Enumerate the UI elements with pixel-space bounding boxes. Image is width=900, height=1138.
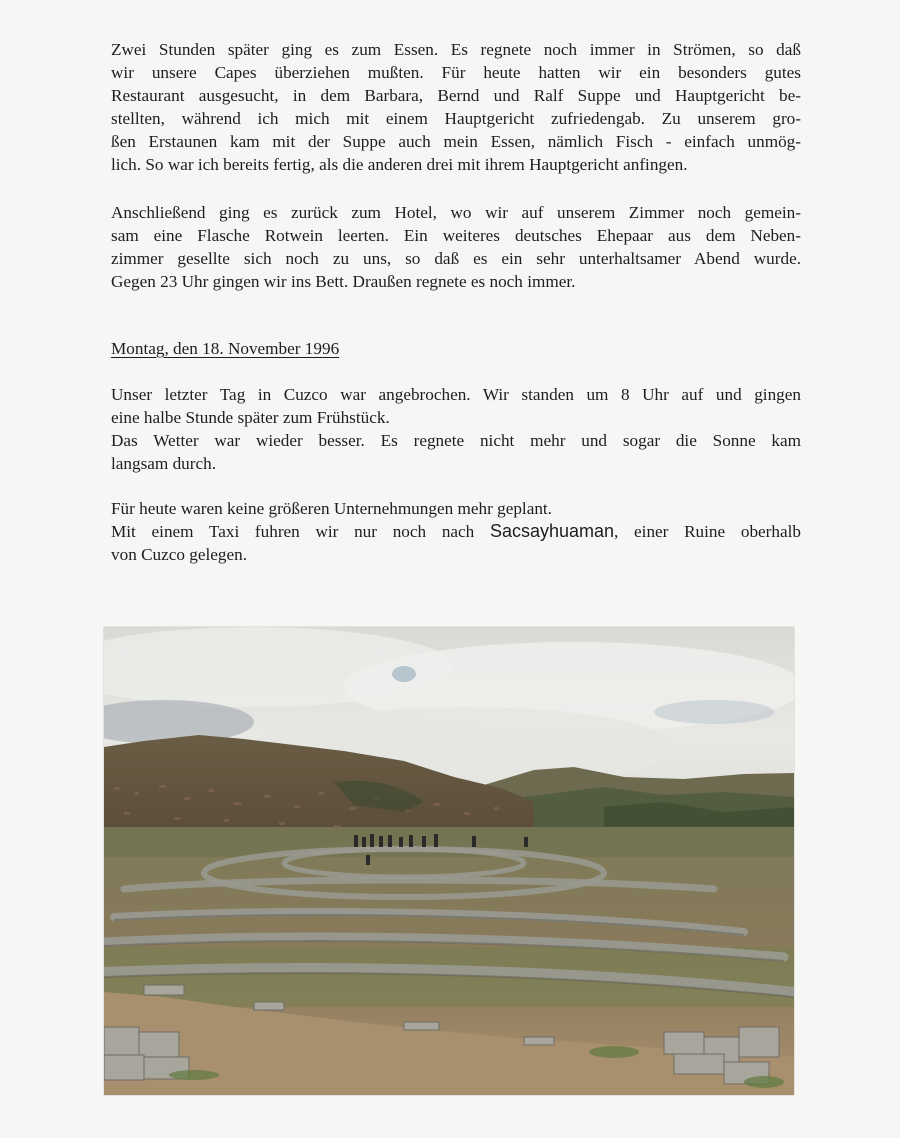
text-line: Anschließend ging es zurück zum Hotel, wo wir auf unserem Zimmer noch gemein- xyxy=(111,203,801,222)
text-line: Das Wetter war wieder besser. Es regnete nicht mehr und sogar die Sonne kam xyxy=(111,431,801,450)
text-line: lich. So war ich bereits fertig, als die anderen drei mit ihrem Hauptgericht anfingen. xyxy=(111,155,688,174)
text-line: Zwei Stunden später ging es zum Essen. Es regnete noch immer in Strömen, so daß xyxy=(111,40,801,59)
sacsayhuaman-ruins-photo xyxy=(104,627,794,1095)
paragraph-last-day xyxy=(111,383,801,475)
text-line: Gegen 23 Uhr gingen wir ins Bett. Draußen regnete es noch immer. xyxy=(111,272,576,291)
text-line: eine halbe Stunde später zum Frühstück. xyxy=(111,408,390,427)
text-line: stellten, während ich mich mit einem Hauptgericht zufriedengab. Zu unserem gro- xyxy=(111,109,801,128)
text-line: von Cuzco gelegen. xyxy=(111,545,248,564)
text-line: sam eine Flasche Rotwein leerten. Ein weiteres deutsches Ehepaar aus dem Neben- xyxy=(111,226,801,245)
paragraph-plans xyxy=(111,497,801,566)
text-line: zimmer gesellte sich noch zu uns, so daß es ein sehr unterhaltsamer Abend wurde. xyxy=(111,249,801,268)
text-line: langsam durch. xyxy=(111,454,217,473)
text-line: wir unsere Capes überziehen mußten. Für heute hatten wir ein besonders gutes xyxy=(111,63,801,82)
place-name: Sacsayhuaman xyxy=(489,521,615,541)
paragraph-hotel-evening xyxy=(111,201,801,293)
photo-illustration xyxy=(104,627,794,1095)
text-fragment: Mit einem Taxi fuhren wir nur noch nach xyxy=(111,522,490,541)
text-fragment: , einer Ruine oberhalb xyxy=(614,522,801,541)
text-line: Für heute waren keine größeren Unternehmungen mehr geplant. xyxy=(111,499,552,518)
text-line: Unser letzter Tag in Cuzco war angebrochen. Wir standen um 8 Uhr auf und gingen xyxy=(111,385,801,404)
paragraph-dinner xyxy=(111,38,801,176)
text-line: ßen Erstaunen kam mit der Suppe auch mein Essen, nämlich Fisch - einfach unmög- xyxy=(111,132,801,151)
date-heading: Montag, den 18. November 1996 xyxy=(111,339,340,358)
text-line-with-place xyxy=(111,520,801,543)
text-line: Restaurant ausgesucht, in dem Barbara, Bernd und Ralf Suppe und Hauptgericht be- xyxy=(111,86,801,105)
